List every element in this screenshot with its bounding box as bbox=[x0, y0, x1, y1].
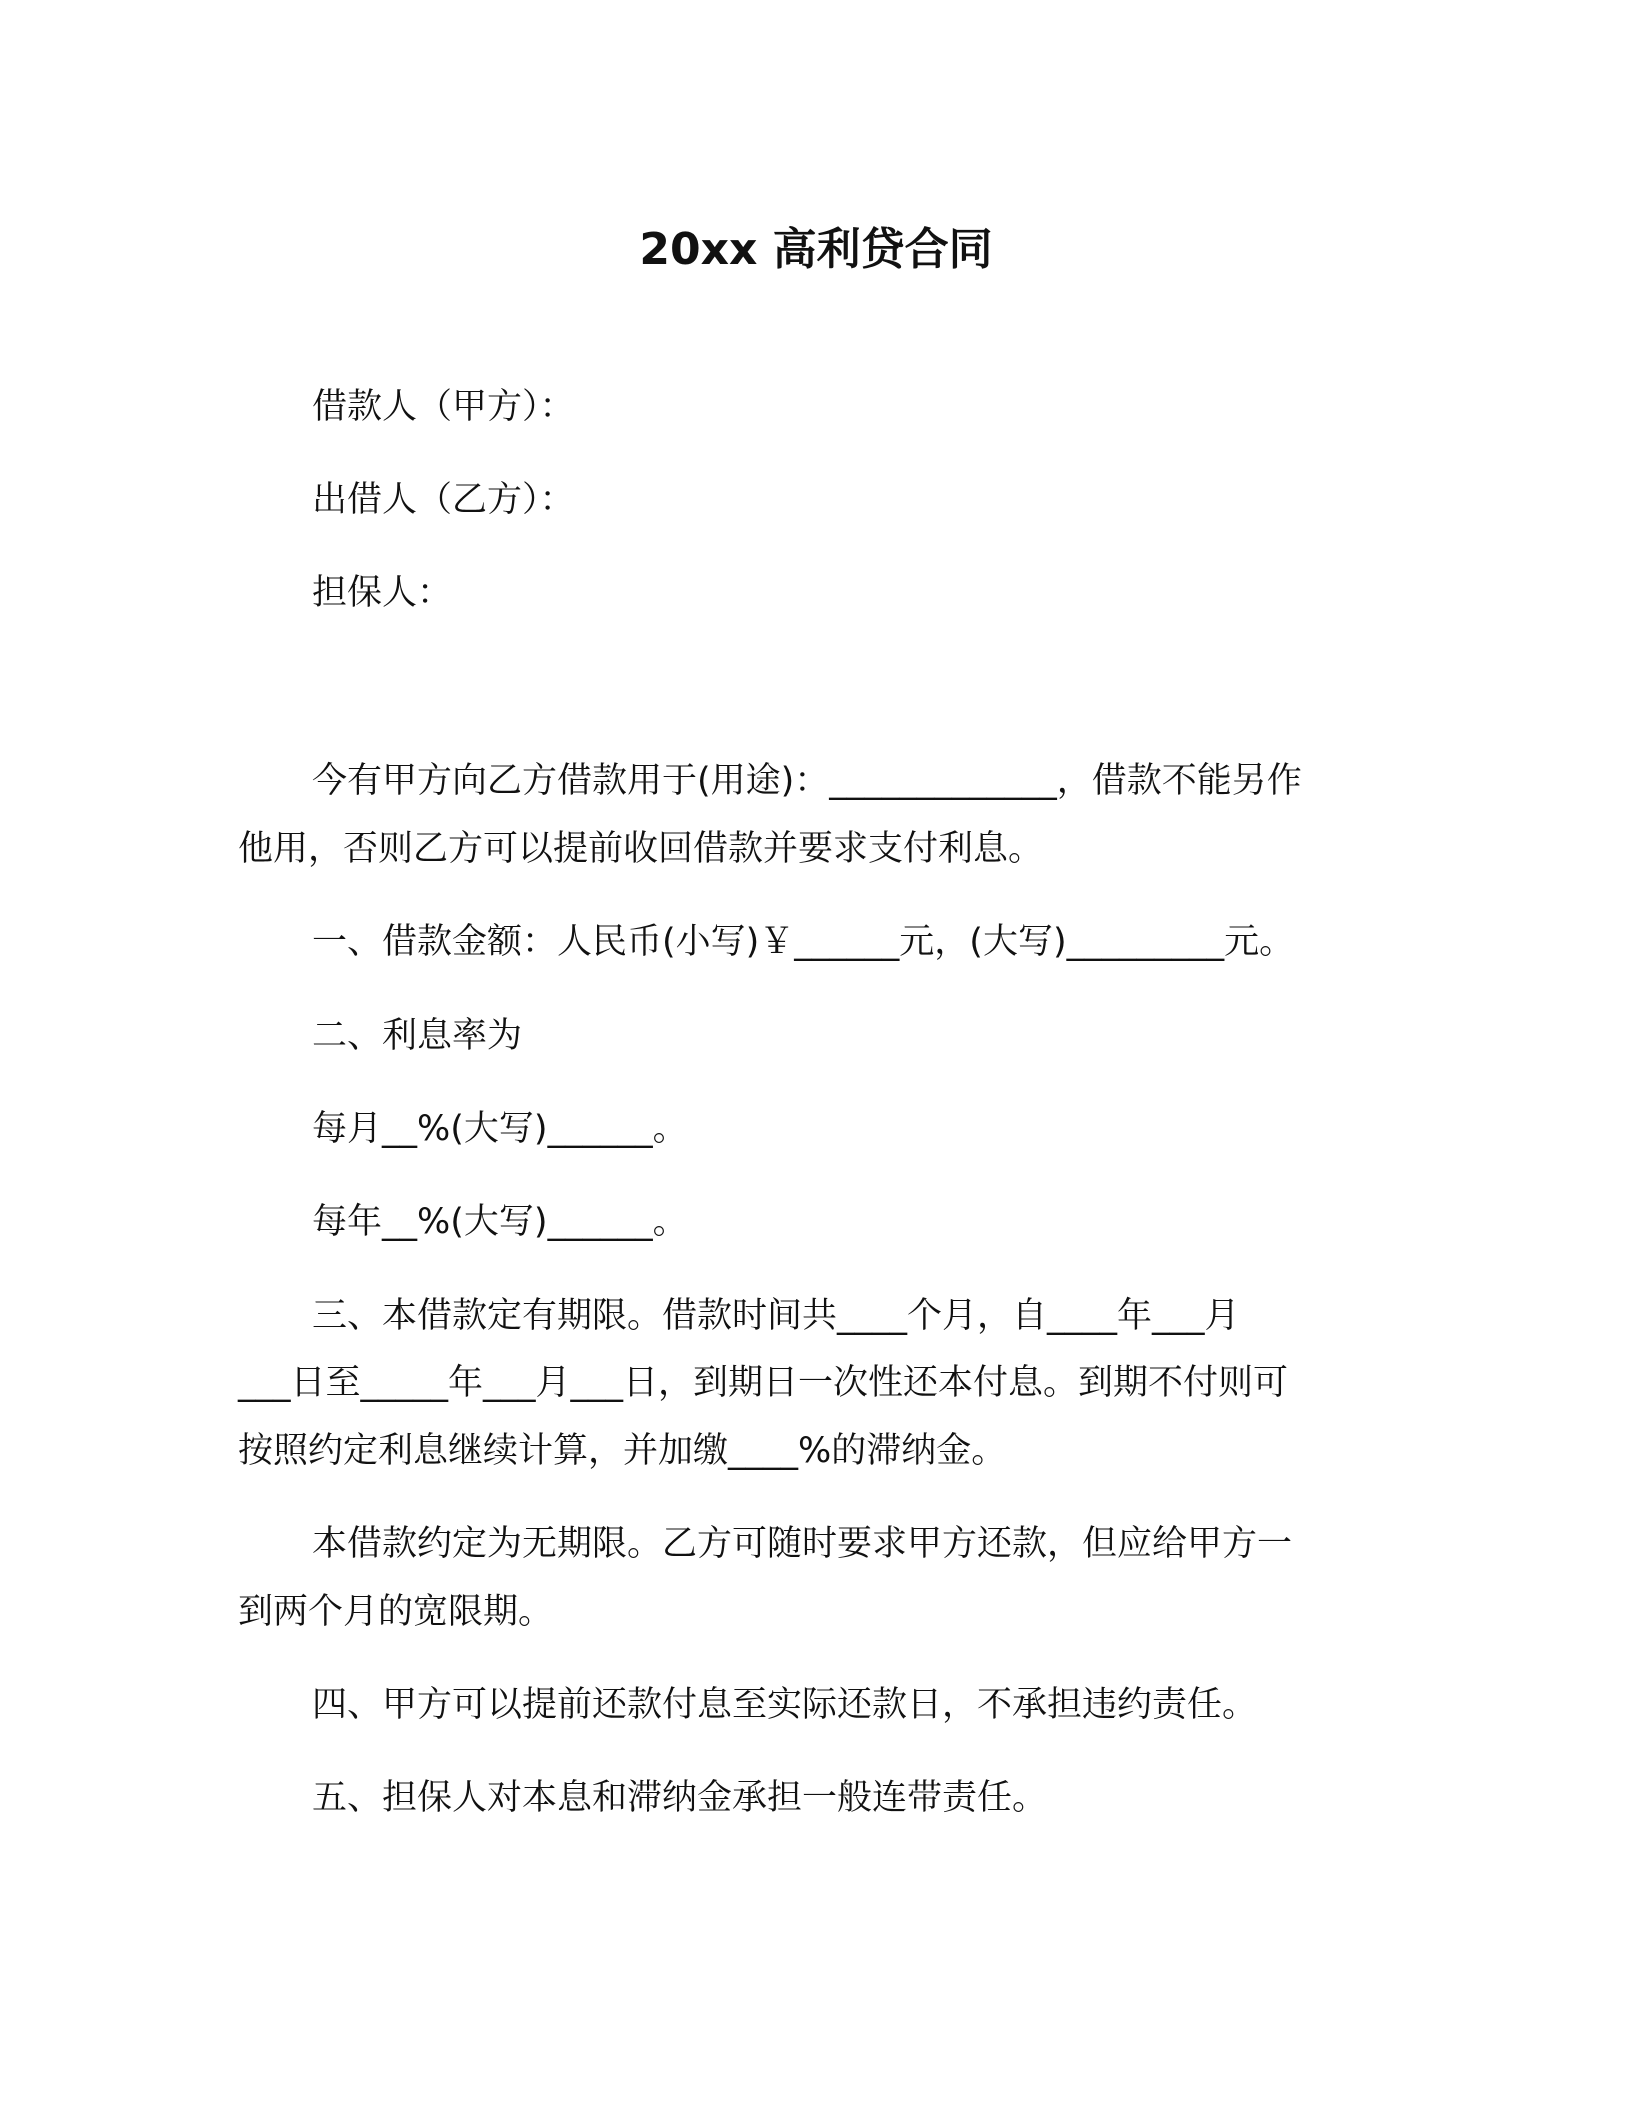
clause-2-monthly: 每月__%(大写)______。 bbox=[312, 1109, 688, 1149]
lender-line: 出借人（乙方）： bbox=[312, 480, 575, 520]
no-term-line-1: 本借款约定为无期限。乙方可随时要求甲方还款，但应给甲方一 bbox=[312, 1524, 1293, 1564]
document-title: 20xx 高利贷合同 bbox=[639, 224, 993, 275]
purpose-line-1: 今有甲方向乙方借款用于(用途)：_____________，借款不能另作 bbox=[312, 761, 1302, 801]
clause-4: 四、甲方可以提前还款付息至实际还款日，不承担违约责任。 bbox=[312, 1685, 1258, 1725]
guarantor-line: 担保人： bbox=[312, 573, 453, 613]
clause-3-line-3: 按照约定利息继续计算，并加缴____%的滞纳金。 bbox=[238, 1431, 1007, 1471]
clause-3-line-2: ___日至_____年___月___日，到期日一次性还本付息。到期不付则可 bbox=[238, 1363, 1289, 1403]
borrower-line: 借款人（甲方）： bbox=[312, 387, 575, 427]
clause-1-amount: 一、借款金额：人民币(小写)￥______元，(大写)_________元。 bbox=[312, 922, 1295, 962]
purpose-line-2: 他用，否则乙方可以提前收回借款并要求支付利息。 bbox=[238, 829, 1044, 869]
clause-2-heading: 二、利息率为 bbox=[312, 1016, 523, 1056]
clause-5: 五、担保人对本息和滞纳金承担一般连带责任。 bbox=[312, 1778, 1048, 1818]
no-term-line-2: 到两个月的宽限期。 bbox=[238, 1592, 554, 1632]
clause-3-line-1: 三、本借款定有期限。借款时间共____个月，自____年___月 bbox=[312, 1296, 1240, 1336]
clause-2-yearly: 每年__%(大写)______。 bbox=[312, 1202, 688, 1242]
